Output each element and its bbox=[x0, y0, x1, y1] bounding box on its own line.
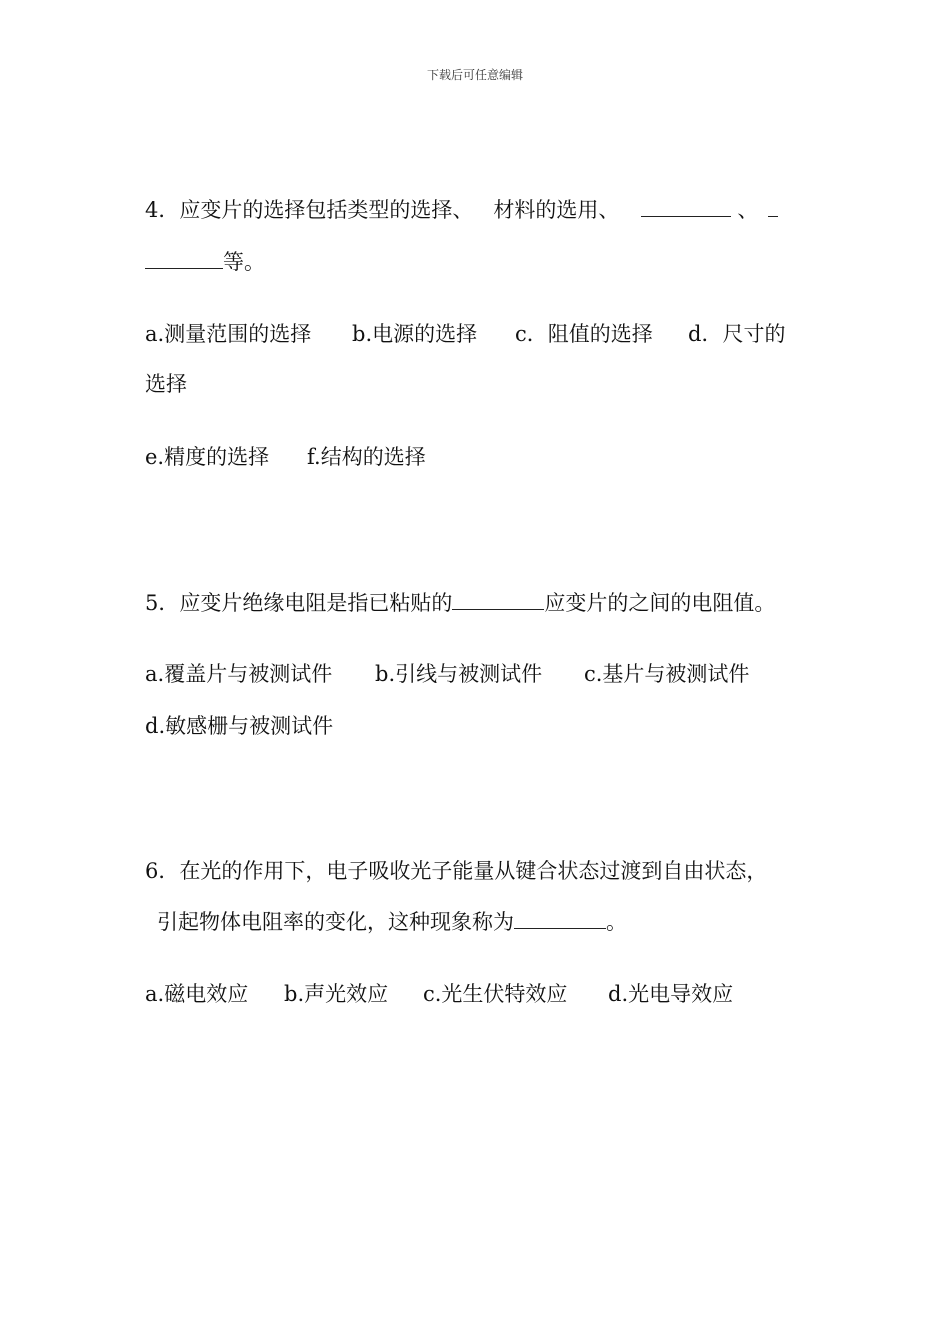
question-6-line-1 bbox=[145, 857, 767, 885]
option-b: b.声光效应 bbox=[284, 982, 389, 1006]
question-5-text: 5．应变片绝缘电阻是指已粘贴的 bbox=[145, 591, 453, 615]
answer-blank bbox=[641, 196, 731, 217]
option-d: d.光电导效应 bbox=[608, 982, 734, 1006]
option-d: d.敏感栅与被测试件 bbox=[145, 714, 334, 738]
question-4-options-2 bbox=[145, 443, 426, 471]
option-b: b.引线与被测试件 bbox=[375, 662, 543, 686]
question-4-line-2 bbox=[145, 248, 265, 276]
question-5-options-2 bbox=[145, 712, 333, 740]
page-header: 下载后可任意编辑 bbox=[426, 68, 523, 82]
option-d: d．尺寸的 bbox=[688, 322, 786, 346]
option-c: c.光生伏特效应 bbox=[423, 982, 568, 1006]
question-4-options-1 bbox=[145, 320, 785, 348]
question-4-line-1 bbox=[145, 196, 778, 224]
question-5-text-2: 应变片的之间的电阻值。 bbox=[544, 591, 776, 615]
question-6-line-2 bbox=[157, 908, 627, 936]
answer-blank bbox=[514, 908, 606, 929]
question-4-options-1-cont bbox=[145, 370, 187, 398]
option-c: c．阻值的选择 bbox=[515, 322, 653, 346]
question-5-options-1 bbox=[145, 660, 749, 688]
option-a: a.磁电效应 bbox=[145, 982, 249, 1006]
answer-blank bbox=[145, 248, 223, 269]
question-6-text: 6．在光的作用下，电子吸收光子能量从键合状态过渡到自由状态， bbox=[145, 859, 768, 883]
question-6-end: 。 bbox=[606, 910, 627, 934]
option-c: c.基片与被测试件 bbox=[584, 662, 750, 686]
question-5-line-1 bbox=[145, 589, 775, 617]
option-a: a.覆盖片与被测试件 bbox=[145, 662, 333, 686]
option-b: b.电源的选择 bbox=[352, 322, 478, 346]
question-4-end: 等。 bbox=[223, 250, 265, 274]
question-6-options bbox=[145, 980, 733, 1008]
question-4-text: 4．应变片的选择包括类型的选择、 bbox=[145, 198, 474, 222]
question-4-text-2: 材料的选用、 bbox=[493, 198, 620, 222]
answer-blank bbox=[768, 196, 778, 217]
separator: 、 bbox=[737, 198, 759, 222]
answer-blank bbox=[452, 589, 544, 610]
option-a: a.测量范围的选择 bbox=[145, 322, 312, 346]
option-f: f.结构的选择 bbox=[307, 445, 426, 469]
option-e: e.精度的选择 bbox=[145, 445, 270, 469]
option-d-cont: 选择 bbox=[145, 372, 187, 396]
question-6-text-2: 引起物体电阻率的变化，这种现象称为 bbox=[157, 910, 514, 934]
